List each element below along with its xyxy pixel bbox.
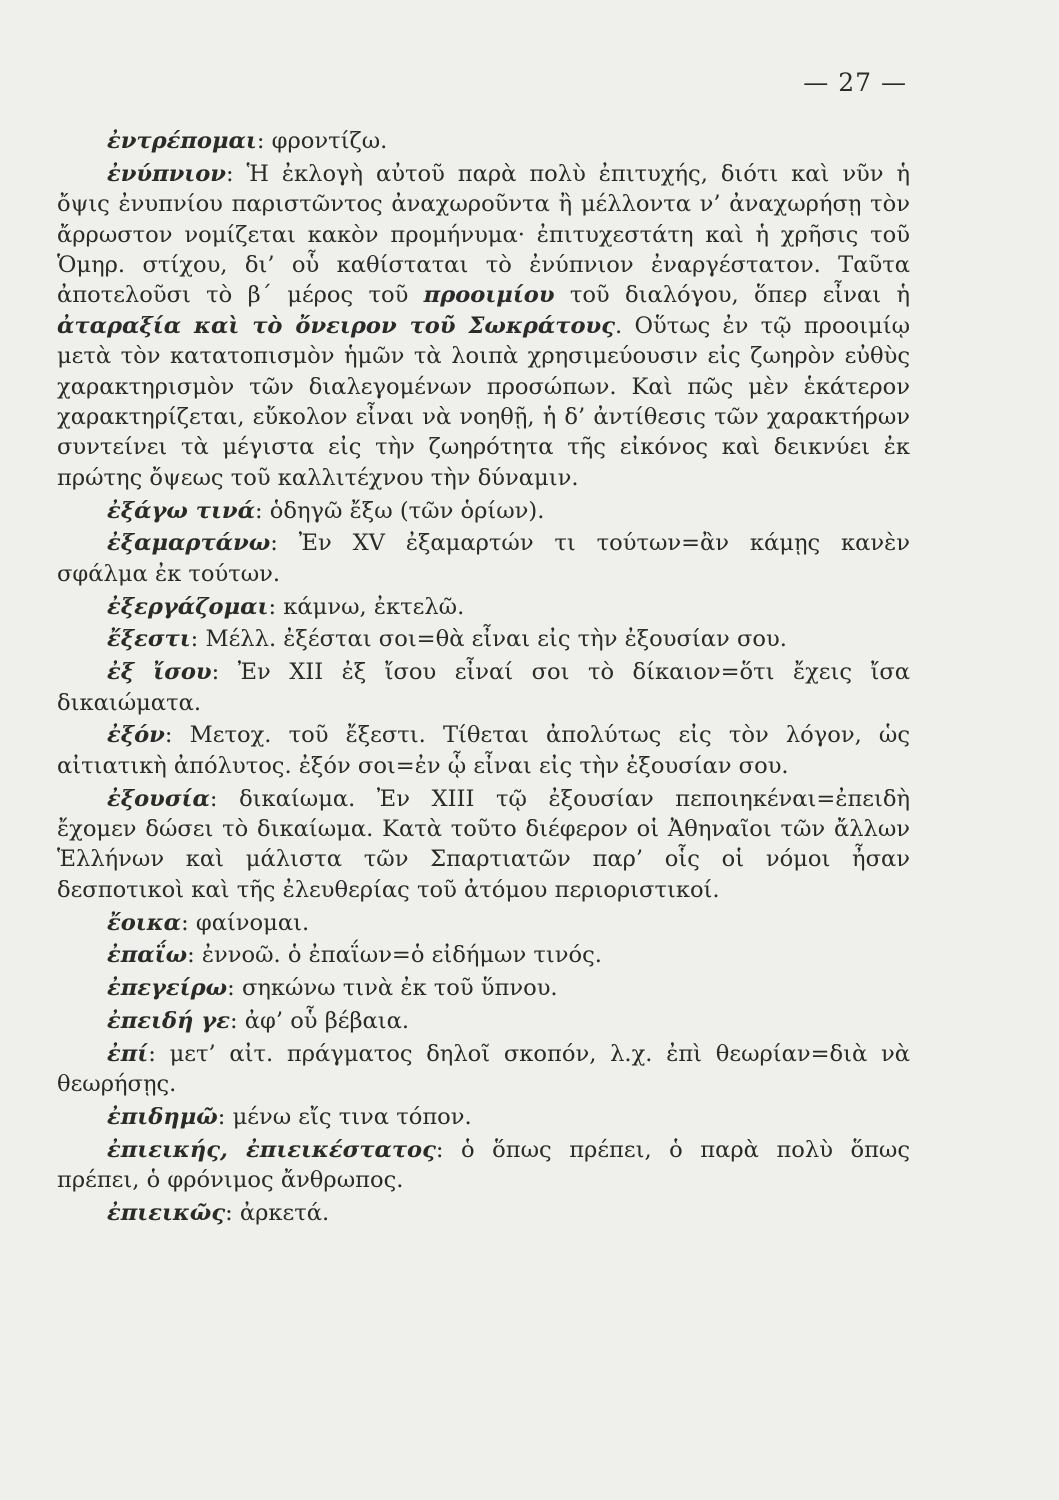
entry-separator: : [227,975,235,1002]
entry-definition-text: . Οὕτως ἐν τῷ προοιμίῳ μετὰ τὸν κατατοπισμὸν ἡμῶν τὰ λοιπὰ χρησιμεύουσιν εἰς ζωηρὸν εὐθὺς χαρακτηρισμὸν τῶν διαλεγομένων προσώπων. Καὶ πῶς μὲν ἑκάτερον χαρακτηρίζεται, εὔκολον εἶναι νὰ νοηθῇ, ἡ δ’ ἀντίθεσις τῶν χαρακτήρων συντείνει τὰ μέγιστα εἰς τὴν ζωηρότητα τῆς εἰκόνος καὶ δεικνύει ἐκ πρώτης ὄψεως τοῦ καλλιτέχνου τὴν δύναμιν. [57,312,910,491]
page-number: — 27 — [803,68,907,97]
entry-separator: : [181,909,189,936]
entry-definition-text: μετ’ αἰτ. πράγματος δηλοῖ σκοπόν, λ.χ. ἐπὶ θεωρίαν=διὰ νὰ θεωρήσῃς. [57,1040,910,1098]
dictionary-entry [57,973,910,1003]
entry-separator: : [225,160,234,187]
entry-definition-text: Μέλλ. ἐξέσται σοι=θὰ εἶναι εἰς τὴν ἐξουσίαν σου. [198,626,787,653]
dictionary-entry [57,1135,910,1196]
dictionary-entry [57,908,910,938]
dictionary-entry [57,159,910,493]
entry-separator: : [209,785,218,812]
entry-definition-text: φαίνομαι. [188,909,310,936]
dictionary-entry [57,720,910,781]
entry-separator: : [229,1008,238,1035]
dictionary-entry [57,624,910,654]
entry-definition-text: φροντίζω. [264,128,388,154]
entry-separator: : [164,722,173,749]
dictionary-entry [57,940,910,970]
entry-separator: : [255,497,263,524]
emphasized-text: προοιμίου [423,282,555,309]
entry-definition-text: ὁδηγῶ ἔξω (τῶν ὁρίων). [262,497,545,524]
dictionary-entry [57,592,910,622]
entry-term: ἐξεργάζομαι [107,593,269,620]
entry-term: ἐπιεικῶς [107,1200,226,1227]
entry-term: ἐξόν [107,722,165,749]
entry-separator: : [148,1040,156,1067]
entry-definition-text: τοῦ διαλόγου, ὅπερ εἶναι ἡ [554,282,910,309]
dictionary-entry [57,1102,910,1132]
dictionary-entries [57,126,910,1231]
entry-term: ἐπί [107,1040,149,1067]
emphasized-text: ἀταραξία καὶ τὸ ὄνειρον τοῦ Σωκράτους [57,312,615,339]
entry-definition-text: ἀφ’ οὗ βέβαια. [237,1008,410,1035]
entry-definition-text: σηκώνω τινὰ ἐκ τοῦ ὕπνου. [234,975,558,1002]
entry-definition-text: ἐννοῶ. ὁ ἐπαΐων=ὁ εἰδήμων τινός. [194,942,602,969]
dictionary-entry [57,1198,910,1228]
entry-separator: : [211,659,220,686]
dictionary-entry [57,528,910,589]
entry-term: ἐπεγείρω [107,975,228,1002]
entry-term: ἐξουσία [107,785,210,812]
entry-separator: : [435,1136,444,1163]
entry-term: ἐξάγω τινά [107,497,255,524]
entry-term: ἔξεστι [107,626,191,653]
entry-term: ἐπιεικής, ἐπιεικέστατος [107,1136,436,1163]
entry-term: ἔοικα [107,909,182,936]
dictionary-entry [57,784,910,906]
dictionary-entry [57,126,910,156]
entry-term: ἐπιδημῶ [107,1104,218,1131]
entry-definition-text: Ἐν XV ἐξαμαρτών τι τούτων=ἂν κάμῃς κανὲν σφάλμα ἐκ τούτων. [57,530,910,587]
entry-definition-text: Μετοχ. τοῦ ἔξεστι. Τίθεται ἀπολύτως εἰς τὸν λόγον, ὡς αἰτιατικὴ ἀπόλυτος. ἐξόν σοι=ἐν ᾧ εἶναι εἰς τὴν ἐξουσίαν σου. [57,722,910,779]
entry-separator: : [190,626,199,653]
entry-definition-text: ἀρκετά. [232,1200,330,1227]
dictionary-entry [57,496,910,526]
entry-term: ἐξαμαρτάνω [107,530,271,557]
entry-definition-text: ὁ ὅπως πρέπει, ὁ παρὰ πολὺ ὅπως πρέπει, ὁ φρόνιμος ἄνθρωπος. [57,1136,911,1194]
entry-separator: : [187,942,195,969]
entry-definition-text: μένω εἴς τινα τόπον. [225,1104,472,1131]
entry-definition-text: Ἡ ἐκλογὴ αὐτοῦ παρὰ πολὺ ἐπιτυχής, διότι καὶ νῦν ἡ ὄψις ἐνυπνίου παριστῶντος ἀναχωροῦντα ἢ μέλλοντα ν’ ἀναχωρήσῃ τὸν ἄρρωστον νομίζεται κακὸν προμήνυμα· ἐπιτυχεστάτη καὶ ἡ χρῆσις τοῦ Ὁμηρ. στίχου, δι’ οὗ καθίσταται τὸ ἐνύπνιον ἐναργέστατον. Ταῦτα ἀποτελοῦσι τὸ β΄ μέρος τοῦ [57,160,910,309]
dictionary-entry [57,657,910,718]
entry-term: ἐνύπνιον [107,160,226,187]
entry-separator: : [256,128,265,154]
entry-term: ἐπαΐω [107,942,188,969]
entry-definition-text: Ἐν XII ἐξ ἴσου εἶναί σοι τὸ δίκαιον=ὅτι ἔχεις ἴσα δικαιώματα. [57,659,910,716]
entry-definition-text: δικαίωμα. Ἐν XIII τῷ ἐξουσίαν πεποιηκέναι=ἐπειδὴ ἔχομεν δώσει τὸ δικαίωμα. Κατὰ τοῦτο διέφερον οἱ Ἀθηναῖοι τῶν ἄλλων Ἑλλήνων καὶ μάλιστα τῶν Σπαρτιατῶν παρ’ οἷς οἱ νόμοι ἦσαν δεσποτικοὶ καὶ τῆς ἐλευθερίας τοῦ ἀτόμου περιοριστικοί. [57,785,910,903]
entry-term: ἐπειδή γε [107,1008,230,1035]
entry-term: ἐντρέπομαι [107,128,257,154]
entry-definition-text: κάμνω, ἐκτελῶ. [276,593,465,620]
entry-separator: : [270,530,278,557]
entry-separator: : [268,593,277,620]
entry-term: ἐξ ἴσου [107,659,212,686]
entry-separator: : [225,1200,233,1227]
dictionary-entry [57,1006,910,1036]
dictionary-entry [57,1039,910,1100]
entry-separator: : [217,1104,226,1131]
